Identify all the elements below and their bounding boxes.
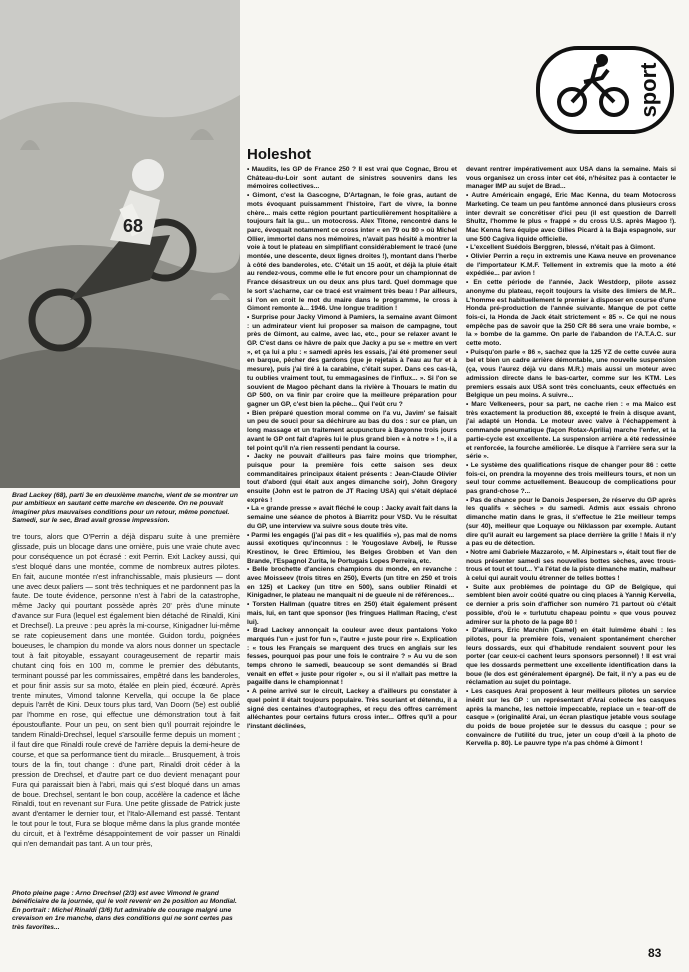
paragraph: • Bien préparé question moral comme on l'a vu, Javim' se faisait un peu de souci pour sa déchirure au bas du dos : sur ce plan, un long massage et un traitement acupuncture à Bayonne trois jours avant le GP ont fait d'après lui le plus grand bien « à notre » ! », il a tel point qu'il n'a rien ressenti pendant la course. [247, 409, 457, 452]
paragraph: • Marc Velkeneers, pour sa part, ne cache rien : « ma Maico est très exactement la production 86, excepté le frein à disque avant, j'ai adapté un Honda. Le moteur avec valve à l'échappement à commande pneumatique (façon Rotax-Aprilia) marche l'enfer, et la partie-cycle est excellente. La suspension arrière a été redessinée et renforcée, la fourche améliorée. Le disque à l'arrière sera sur la série ». [466, 400, 676, 461]
photo-caption: Brad Lackey (68), parti 3e en deuxième manche, vient de se montrer un pur ambitieux en sautant cette marche en descente. On ne pouvait imaginer plus mauvaises conditions pour un retour, même ponctuel. Samedi, sur le sec, Brad avait grosse impression. [12, 492, 238, 525]
paragraph: • Olivier Perrin a reçu in extremis une Kawa neuve en provenance de l'importateur K.M.F. Tellement in extremis que la moto a été expédiée... par avion ! [466, 253, 676, 278]
racing-number: 68 [123, 216, 144, 236]
paragraph: • Puisqu'on parle « 86 », sachez que la 125 YZ de cette cuvée aura bel et bien un cadre arrière démontable, une nouvelle suspension (ça, vous l'aurez déjà vu dans M.R.) mais aussi un moteur avec admission directe dans le bas-carter, comme sur les KTM. Les premiers essais aux USA sont très concluants, ceux effectués en Belgique un peu moins. A suivre... [466, 348, 676, 400]
race-report-text: tre tours, alors que O'Perrin a déjà disparu suite à une première glissade, puis un blocage dans une ornière, puis une vraie chute avec pour conséquence un pot écrasé : exit Perrin. Exit Lackey aussi, qui s'est bloqué dans une montée, comme de nombreux autres pilotes. En fait, aucune montée n'est infranchissable, mais plusieurs — dont une avec deux paliers — sont très techniques et ne pardonnent pas la faute. De toute évidence, personne n'est à l'abri de la catastrophe, même Jacky qui pourtant possède après 20' près d'une minute d'avance sur Fura (lequel est également bien détaché de Rinaldi, Kini et Drechsel). La preuve : peu après la mi-course, Kinigadner lui-même se rate copieusement dans une montée. Guidon tordu, poignées boueuses, le champion du monde va alors nous donner un spectacle tout à fait pitoyable, essayant courageusement de repartir mais chutant cinq fois en 100 m, comme le premier des débutants, terminant poussé par les commissaires, empêtré dans les banderoles, et pour finir assis sur sa moto, étalée en plein pied, écœuré. Après trente minutes, Vimond talonne Kervella, qui occupe la 6e place depuis l'arrêt de Kini. Deux tours plus tard, Van Doorn (5e) est oublié par l'homme en rose, qui effectue une démonstration tout à fait époustouflante. Pour un peu, on sent bien qu'il pourrait rejoindre le tandem Rinaldi-Drechsel, lequel s'arsouille ferme depuis un moment ; il faut dire que Rinaldi roule crevé de l'arrière depuis la demi-heure de course, et que sa performance tient du miracle... Brusquement, à trois tours de la fin, tout change : d'une part, Rinaldi droit céder à la pression de Drechsel, et d'autre part ce duo devient menaçant pour Fura qui paraissait bien à l'abri, mais qui s'est bloqué dans un amas de boue. Drechsel, sentant le bon coup, accélère la cadence et lâche Rinaldi, tout en revenant sur Fura. Une petite glissade de Patrick juste avant d'entamer le dernier tour, et l'Italo-Allemand est passé. Tentant le tout pour le tout, Fura se bloque même dans la plus grande montée du circuit, et à l'extrême désappointement de voir passer un Rinaldi qui n'en demandait pas tant. A un tour près, [12, 532, 240, 849]
paragraph: • A peine arrivé sur le circuit, Lackey a d'ailleurs pu constater à quel point il était toujours populaire. Très souriant et détendu, il a signé des centaines d'autographes, et reçu des offres carrément alléchantes pour certains futurs cross inter... Offres qu'il a pour l'instant déclinées, [247, 688, 457, 730]
motocross-rider-illustration [0, 0, 240, 488]
paragraph: • Torsten Hallman (quatre titres en 250) était également présent mais, lui, en tant que sponsor (les fringues Hallman Racing, c'est lui). [247, 601, 457, 626]
paragraph: • Gimont, c'est la Gascogne, D'Artagnan, le foie gras, autant de mots évoquant puissamment l'histoire, l'art de vivre, la bonne chère... mais cette région pourtant particulièrement hospitalière a toujours fait la gu... un motocross. Alex Titone, rencontré dans le parc, évoquait notamment ce cross inter « en 79 ou 80 » où Michel Ollier, immortel dans nos mémoires, n'avait pas hésité à montrer la voie à tout le plateau en simplifiant considérablement le tracé (une montée, une descente, deux lignes droites !), montant dans l'herbe à côté des banderoles, etc. C'était un 15 août, et déjà la pluie était au rendez-vous, comme elle le fut encore pour un championnat de France désastreux un ou deux ans plus tard. Quel dommage que le sort s'acharne, car ce tracé est vraiment très beau ! Par ailleurs, si l'on en croit le mot du maire dans le programme, le cross à Gimont remonte à... 1946. Une longue tradition ! [247, 192, 457, 313]
paragraph: • D'ailleurs, Eric Marchin (Camel) en était luimême ébahi : les pilotes, pour la première fois, venaient spontanément chercher leurs dossards, eux qui d'habitude rendaient souvent pour les porter (car ceux-ci cachent leurs sponsors personnel) ! Il est vrai que les dossards permettent une excellente identification dans la boue (le dos est généralement épargné). De fait, il n'y a pas eu de réclamation au sujet du pointage. [466, 627, 676, 687]
page-number: 83 [648, 946, 662, 960]
logo-text: sport [636, 62, 661, 118]
article-title: Holeshot [247, 146, 312, 163]
paragraph: • Brad Lackey annonçait la couleur avec deux pantalons Yoko marqués l'un « just for fun », l'autre « juste pour rire ». Explication : « tous les Français se marquent des trucs en anglais sur les fesses, pourquoi pas pour une fois le contraire ? » Au vu de son temps chrono le samedi, beaucoup se sont demandés si Brad venait en effet « juste pour rigoler », ou si il n'allait pas mettre la pagaille dans le championnat ! [247, 627, 457, 687]
paragraph: • Pas de chance pour le Danois Jespersen, 2e réserve du GP après les qualifs « sèches » du samedi. Admis aux essais chrono dimanche matin dans le gras, il s'effectue le 21e meilleur temps (sur 40), meilleur que Loquaye ou Niklasson par exemple. Autant dire qu'il aurait eu largement sa place derrière la grille ! Mais il n'y a pas eu de détection. [466, 496, 676, 548]
paragraph: • Surprise pour Jacky Vimond à Pamiers, la semaine avant Gimont : un admirateur vient lui proposer sa maison de campagne, tout près de Gimont, au calme, avec lac, etc., pour se relaxer avant le GP. C'est dans ce hâvre de paix que Jacky a pu se « mettre en vert », et ça lui a plu : « samedi après les essais, j'ai été promener seul en barque, pêcher des gardons (que je rejetais à l'eau au fur et à mesure), puis j'ai tiré à la carabine, c'était super. Dans ces cas-là, tu oublies vraiment tout, tu emmagasines de l'influx... ». Si l'on se souvient de Magoo pêchant dans la rivière à Thouars le matin du GP 500, on va finir par croire que la meilleure préparation pour gagner un GP, c'est bien la pêche... Qui l'eût cru ? [247, 313, 457, 408]
article-column-2 [466, 166, 676, 926]
paragraph: • Belle brochette d'anciens champions du monde, en revanche : avec Moisseev (trois titres en 250), Everts (un titre en 250 et trois en 125) et Lackey (un titre en 500), sans oublier Rinaldi et Kinigadner, le plateau ne manquait ni de gueule ni de références... [247, 566, 457, 600]
paragraph: • L'excellent Suédois Berggren, blessé, n'était pas à Gimont. [466, 244, 656, 252]
article-column-1 [247, 166, 457, 926]
sport-logo [532, 42, 678, 138]
paragraph: • En cette période de l'année, Jack Westdorp, pilote assez anonyme du plateau, reçoit toujours la visite des limiers de M.R.. L'homme est habituellement le premier à disposer en course d'une Honda pré-production de l'année suivante. Manque de pot cette fois-ci, la Honda de Jack était strictement « 85 ». Ce qui ne nous empêche pas de savoir que la 250 CR 86 sera une vraie bombe, « la » bombe de la gamme. On parle de l'abandon de l'A.T.A.C. sur cette moto. [466, 279, 676, 348]
paragraph: • Le système des qualifications risque de changer pour 86 : cette fois-ci, on prendra la moyenne des trois meilleurs tours, et non un seul tour comme actuellement. Beaucoup de complications pour pas grand-chose ?... [466, 461, 676, 496]
paragraph: • Les casques Arai proposent à leur meilleurs pilotes un service inédit sur les GP : un représentant d'Arai collecte les casques après la manche, les nettoie impeccable, replace un « tear-off de casque » (originalité Arai, un écran plastique jetable vous soulage du poids de boue projetée sur le dessus du casque ; pour se convaincre de l'utilité du truc, jeter un coup d'œil à la photo de Kervella p. 80). Le pauvre type n'a pas chômé à Gimont ! [466, 688, 676, 748]
paragraph: • Suite aux problèmes de pointage du GP de Belgique, qui semblent bien avoir coûté quatre ou cinq places à Yannig Kervella, ce dernier a pris soin d'afficher son numéro 71 partout où c'était possible, d'où le « turlututu chapeau pointu » que vous pouvez admirer sur la photo de la page 80 ! [466, 583, 676, 626]
paragraph: • Notre ami Gabriele Mazzarolo, « M. Alpinestars », était tout fier de nous présenter samedi ses nouvelles bottes sèches, avec trous-trous et tout et tout... Y'a l'état de la piste dimanche matin, malheur à celui qui aurait voulu étrenner de telles bottes ! [466, 548, 676, 583]
motocross-photo [0, 0, 240, 488]
paragraph: • La « grande presse » avait fléché le coup : Jacky avait fait dans la semaine une séance de photos à Biarritz pour VSD. Vu le résultat du GP, une interview va suivre sous doute très vite. [247, 505, 457, 530]
paragraph: devant rentrer impérativement aux USA dans la semaine. Mais si vous organisez un cross inter cet été, n'hésitez pas à contacter le manager IMP au sujet de Brad... [466, 166, 676, 191]
paragraph: • Autre Américain engagé, Eric Mac Kenna, du team Motocross Marketing. Ce team un peu fantôme annoncé dans plusieurs cross inter devrait se concrétiser d'ici peu (il est question de Darrell Shultz, l'homme le plus « frappé » du cross U.S. après Magoo !). Mac Kenna fera équipe avec Gilles Picard à la Baja espagnole, sur une 500 Cagiva liquide officielle. [466, 192, 676, 243]
paragraph: • Parmi les engagés (j'ai pas dit « les qualifiés »), pas mal de noms aussi exotiques qu'inconnus : le Yougoslave Avbelj, le Russe Krestinov, le Grec Eftimiou, les Belges Grobben et Van den Brande, l'Espagnol Zurita, le Portugais Lopes Perreira, etc. [247, 531, 457, 565]
full-page-photo-caption: Photo pleine page : Arno Drechsel (2/3) est avec Vimond le grand bénéficiaire de la journée, qui le voit revenir en 2e position au Mondial. En portrait : Michel Rinaldi (3/6) fut admirable de courage malgré une crevaison en 1re manche, dans des conditions qui ne sont certes pas très favorites... [12, 890, 237, 931]
paragraph: • Maudits, les GP de France 250 ? Il est vrai que Cognac, Brou et Château-du-Loir sont autant de sinistres souvenirs dans les mémoires collectives... [247, 166, 457, 191]
paragraph: • Jacky ne pouvait d'ailleurs pas faire moins que triompher, puisque pour la première fois cette saison ses deux commanditaires principaux étaient présents : Jean-Claude Olivier tout d'abord (qui était aux anges dimanche soir), John Gregory ensuite (John est le patron de JT Racing USA) qui s'était déplacé exprès ! [247, 453, 457, 504]
